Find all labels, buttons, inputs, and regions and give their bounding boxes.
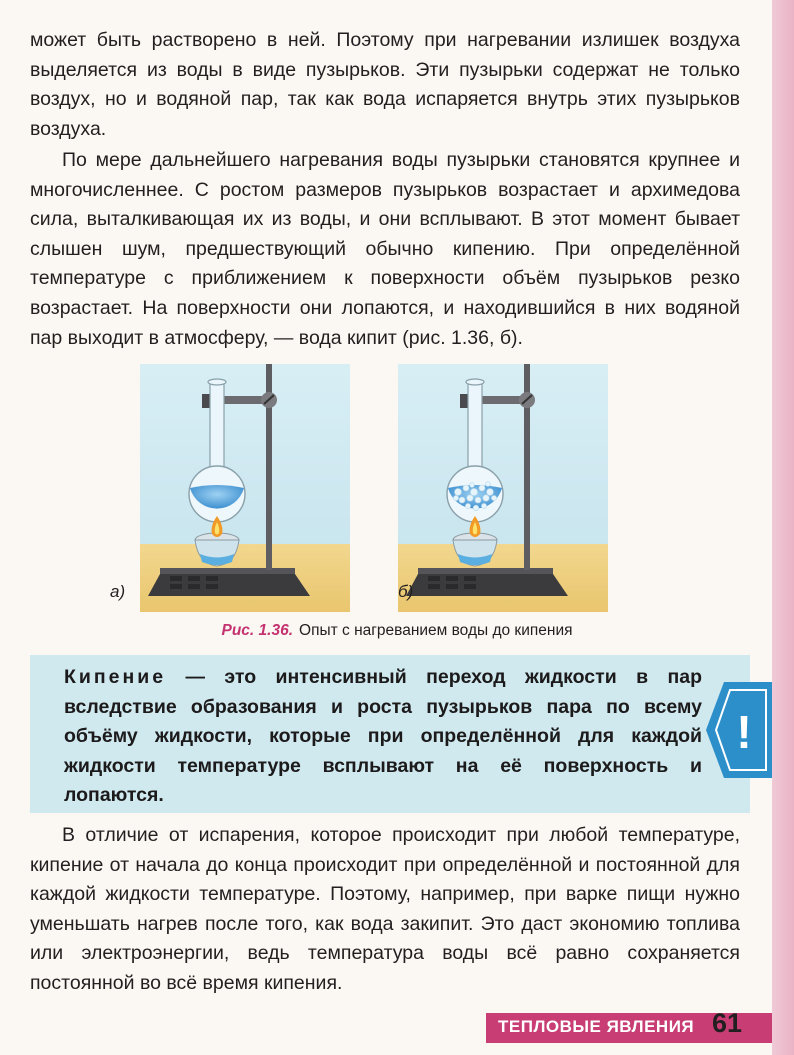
panel-a (140, 364, 350, 612)
important-marker (706, 682, 772, 778)
footer-section-title: ТЕПЛОВЫЕ ЯВЛЕНИЯ (498, 1017, 695, 1036)
figure-label-a: а) (110, 582, 126, 601)
page-edge-strip (772, 0, 794, 1055)
panel-b (398, 364, 608, 612)
marker-symbol: ! (736, 706, 752, 758)
exclamation-icon (706, 682, 772, 778)
figure-caption-text: Опыт с нагреванием воды до кипения (299, 622, 573, 639)
figure-caption (0, 622, 794, 640)
paragraph-1: может быть растворено в ней. Поэтому при нагревании излишек воздуха выделяется из воды в виде пузырьков. Эти пузырьки содержат не только воздух, но и водяной пар, так как вода испаряется внутрь этих пузырьков воздуха. (30, 29, 740, 140)
page-number: 61 (712, 1008, 743, 1038)
definition-body: — это интенсивный переход жидкости в пар вследствие образования и роста пузырьков пара по всему объёму жидкости, которые при определённой для каждой жидкости температуре всплывают на её поверхность и лопаются. (64, 666, 702, 807)
figure-caption-number: Рис. 1.36. (221, 622, 294, 639)
paragraph-2: По мере дальнейшего нагревания воды пузырьки становятся крупнее и многочисленнее. С ростом размеров пузырьков возрастает и архимедова сила, выталкивающая их из воды, и они всплывают. В этот момент бывает слышен шум, предшествующий обычно кипению. При определённой температуре с приближением к поверхности объём пузырьков резко возрастает. На поверхности они лопаются, и находившийся в них водяной пар выходит в атмосферу, — вода кипит (рис. 1.36, б). (30, 149, 740, 349)
definition-term: Кипение (64, 666, 167, 688)
paragraph-3: В отличие от испарения, которое происходит при любой температуре, кипение от начала до конца происходит при определённой и постоянной для каждой жидкости температуре. Поэтому, например, при варке пищи нужно уменьшать нагрев после того, как вода закипит. Это даст экономию топлива или электроэнергии, ведь температура воды всё равно сохраняется постоянной во всё время кипения. (30, 824, 740, 994)
definition-text (64, 663, 702, 811)
definition-box (30, 655, 750, 813)
figure-label-b: б) (398, 582, 414, 601)
boiling-experiment-figure (110, 364, 608, 612)
figure-illustration (140, 364, 608, 612)
